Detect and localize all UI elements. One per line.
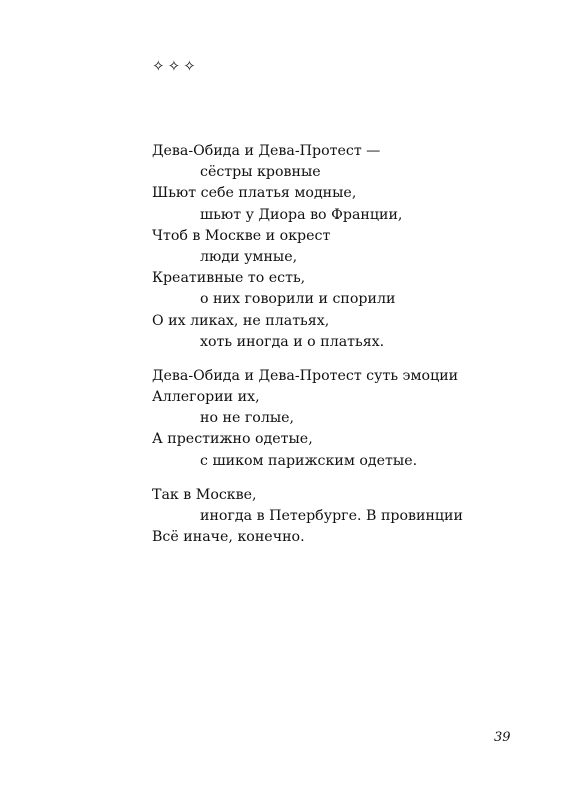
poem-line: О их ликах, не платьях, bbox=[152, 312, 330, 329]
poem-line: сёстры кровные bbox=[200, 164, 321, 181]
poem-line: Шьют себе платья модные, bbox=[152, 185, 357, 202]
poem-line: Аллегории их, bbox=[152, 389, 260, 406]
poem-line: Так в Москве, bbox=[152, 486, 257, 503]
poem-line: о них говорили и спорили bbox=[200, 291, 396, 308]
poem-line: хоть иногда и о платьях. bbox=[200, 333, 385, 350]
poem-line: люди умные, bbox=[200, 248, 298, 265]
stanza bbox=[152, 141, 463, 353]
poem-line: Всё иначе, конечно. bbox=[152, 529, 305, 546]
poem-line: А престижно одетые, bbox=[152, 431, 313, 448]
stanza bbox=[152, 366, 463, 472]
section-ornament: ✧✧✧ bbox=[152, 57, 199, 75]
page-number: 39 bbox=[494, 730, 511, 745]
poem-line: иногда в Петербурге. В провинции bbox=[200, 508, 463, 524]
poem-line: Дева-Обида и Дева-Протест — bbox=[152, 143, 381, 159]
poem-line: Чтоб в Москве и окрест bbox=[152, 227, 331, 244]
stanza bbox=[152, 485, 463, 549]
poem-line: Креативные то есть, bbox=[152, 270, 306, 287]
poem-line: но не голые, bbox=[200, 410, 295, 427]
poem-line: с шиком парижским одетые. bbox=[200, 452, 418, 469]
poem-line: шьют у Диора во Франции, bbox=[200, 206, 403, 223]
poem-line: Дева-Обида и Дева-Протест суть эмоции bbox=[152, 367, 459, 384]
poem bbox=[152, 141, 463, 548]
